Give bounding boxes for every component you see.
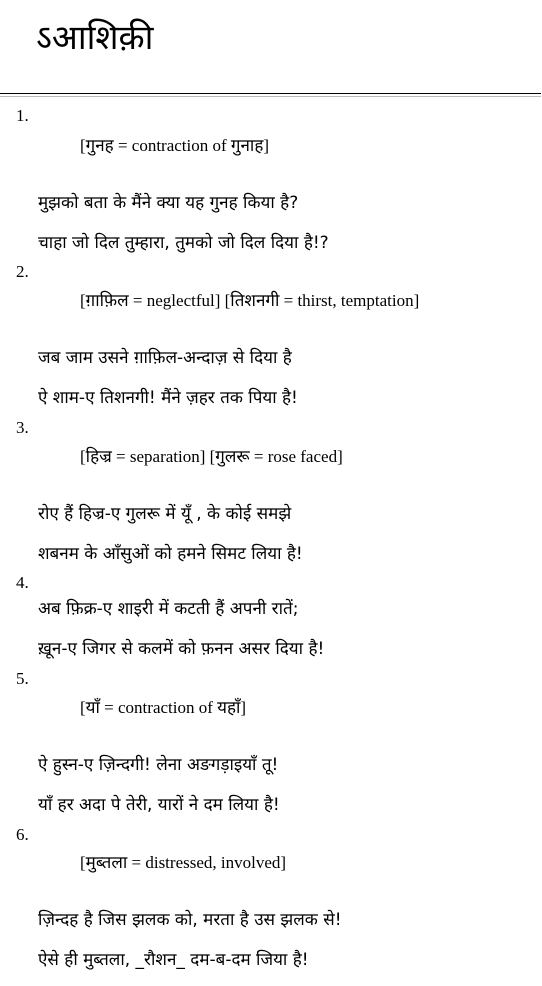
title-divider <box>0 93 541 94</box>
verse-line: ऐ हुस्न-ए ज़िन्दगी! लेना अङगड़ाइयाँ तू! <box>38 755 279 775</box>
stanza-gloss: [ग़ाफ़िल = neglectful] [तिशनगी = thirst, temptation] <box>80 291 420 310</box>
verse-line: अब फ़िक्र-ए शाइरी में कटती हैं अपनी रातें; <box>38 599 299 619</box>
verse-line: ऐसे ही मुब्तला, _रौशन_ दम-ब-दम जिया है! <box>38 950 309 970</box>
stanza-gloss: [गुनह = contraction of गुनाह] <box>80 136 270 155</box>
page-title: ऽआशिक़ी <box>36 18 154 58</box>
stanza-number: 2. <box>16 262 29 281</box>
stanza-gloss: [याँ = contraction of यहाँ] <box>80 698 247 717</box>
stanza-gloss: [मुब्तला = distressed, involved] <box>80 853 287 872</box>
stanza-number: 6. <box>16 825 29 844</box>
title-divider-shadow <box>0 96 541 97</box>
verse-line: ख़ून-ए जिगर से कलमें को फ़नन असर दिया है! <box>38 639 325 659</box>
verse-line: ऐ शाम-ए तिशनगी! मैंने ज़हर तक पिया है! <box>38 388 298 408</box>
verse-line: मुझको बता के मैंने क्या यह गुनह किया है? <box>38 193 299 213</box>
verse-line: ज़िन्दह है जिस झलक को, मरता है उस झलक से! <box>38 910 342 930</box>
stanza-gloss: [हिज्र = separation] [गुलरू = rose faced] <box>80 447 343 466</box>
verse-line: शबनम के आँसुओं को हमने सिमट लिया है! <box>38 544 303 564</box>
verse-line: याँ हर अदा पे तेरी, यारों ने दम लिया है! <box>38 795 280 815</box>
stanza-number: 3. <box>16 418 29 437</box>
stanza-number: 5. <box>16 669 29 688</box>
verse-line: जब जाम उसने ग़ाफ़िल-अन्दाज़ से दिया है <box>38 348 292 368</box>
verse-line: रोए हैं हिज्र-ए गुलरू में यूँ , के कोई समझे <box>38 504 292 524</box>
stanza-number: 4. <box>16 573 29 592</box>
verse-line: चाहा जो दिल तुम्हारा, तुमको जो दिल दिया है!? <box>38 233 329 253</box>
stanza-number: 1. <box>16 106 29 125</box>
